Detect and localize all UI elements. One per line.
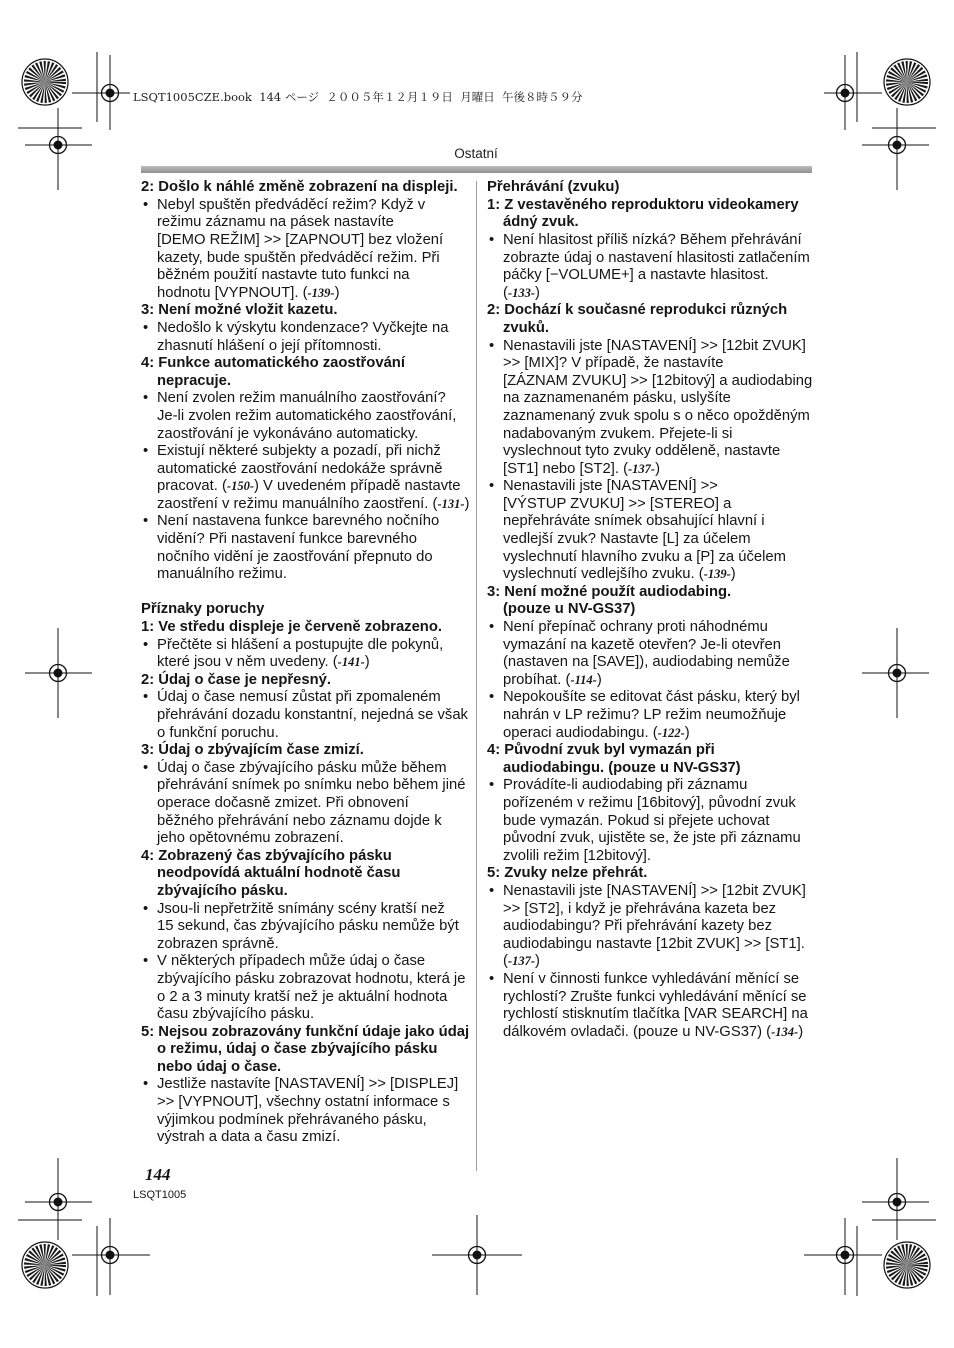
group-title: Příznaky poruchy [141,601,265,618]
item-bullet: • Není nastavena funkce barevného nočního vidění? Při nastavení funkce barevného nočního vidění je zaostřování přepnuto do manuálního režimu. [141,513,473,583]
item-group [141,601,473,1146]
crosshair-mark [25,628,92,718]
item-heading: 4: Původní zvuk byl vymazán při audiodabingu. (pouze u NV-GS37) [487,742,741,776]
crosshair-mark [862,628,929,718]
item-bullet: • Nebyl spuštěn předváděcí režim? Když v režimu záznamu na pásek nastavíte [DEMO REŽIM] >> [ZAPNOUT] bez vložení kazety, bude spuštěn předváděcí režim. Při běžném použití nastavte tuto funkci na hodnotu [VYPNOUT]. (-139-) [141,197,473,303]
item-group [141,179,473,584]
troubleshoot-item [141,1024,473,1147]
page-ref: -114- [570,672,597,687]
starburst-target-top-left [22,59,68,105]
page-ref: -139- [703,567,731,582]
item-bullet: • Nenastavili jste [NASTAVENÍ] >> [12bit ZVUK] >> [MIX]? V případě, že nastavíte [ZÁZNAM ZVUKU] >> [12bitový] a audiodabing na zaznamenaném pásku, uslyšíte zaznamenaný zvuk spolu s o něco opožděným nadabovaným zvukem. Přejete-li si vyslechnout tyto zvuky odděleně, nastavte [ST1] nebo [ST2]. (-137-) [487,338,829,479]
section-label: Ostatní [454,146,498,161]
troubleshoot-item [141,179,473,302]
item-bullet: • Údaj o čase zbývajícího pásku může během přehrávání snímek po snímku nebo během jiné operace dočasně zmizet. Při obnovení běžného přehrávání nebo záznamu dojde k jeho opětovnému zobrazení. [141,760,473,848]
item-bullet: • Není přepínač ochrany proti náhodnému vymazání na kazetě otevřen? Je-li otevřen (nastaven na [SAVE]), audiodabing nemůže probíhat. (-114-) [487,619,829,689]
item-bullet: • Jsou-li nepřetržitě snímány scény kratší než 15 sekund, čas zbývajícího pásku nemůže být zobrazen správně. [141,901,473,954]
print-header: LSQT1005CZE.book 144 ページ ２００５年１２月１９日 月曜日 午後８時５９分 [133,90,583,104]
item-bullet: • V některých případech může údaj o čase zbývajícího pásku zobrazovat hodnotu, která je o 2 a 3 minuty kratší než je aktuální hodnota času zbývajícího pásku. [141,953,473,1023]
item-group [487,179,829,1041]
item-heading: 4: Funkce automatického zaostřování nepracuje. [141,355,405,389]
item-heading: 1: Ve středu displeje je červeně zobrazeno. [141,619,442,636]
item-heading: 3: Není možné použít audiodabing. (pouze u NV-GS37) [487,583,732,618]
troubleshoot-item [487,197,829,303]
page-number: 144 [145,1165,171,1184]
item-bullet: • Nenastavili jste [NASTAVENÍ] >> [12bit ZVUK] >> [ST2], i když je přehrávána kazeta bez audiodabingu? Při přehrávání kazety bez audiodabingu nastavte [12bit ZVUK] >> [ST1]. (-137-) [487,883,829,971]
item-heading: 4: Zobrazený čas zbývajícího pásku neodpovídá aktuální hodnotě času zbývajícího pásku. [141,847,401,899]
item-heading: 3: Údaj o zbývajícím čase zmizí. [141,742,364,759]
left-column [141,179,473,1147]
item-bullet: • Jestliže nastavíte [NASTAVENÍ] >> [DISPLEJ] >> [VYPNOUT], všechny ostatní informace s výjimkou podmínek přehrávaného pásku, výstrah a data a času zmizí. [141,1076,473,1146]
crosshair-mark [72,55,130,130]
right-column [487,179,829,1041]
item-bullet: • Existují některé subjekty a pozadí, při nichž automatické zaostřování nedokáže správně pracovat. (-150-) V uvedeném případě nastavte zaostření v režimu manuálního zaostření. (-131-) [141,443,473,513]
item-bullet: • Není zvolen režim manuálního zaostřování? Je-li zvolen režim automatického zaostřování, zaostřování je vykonáváno automaticky. [141,390,473,443]
item-heading: 3: Není možné vložit kazetu. [141,302,338,319]
page-ref: -137- [628,461,656,476]
document-code: LSQT1005 [133,1189,187,1201]
item-heading: 1: Z vestavěného reproduktoru videokamery ádný zvuk. [487,196,799,231]
item-heading: 5: Zvuky nelze přehrát. [487,865,648,882]
item-bullet: • Nenastavili jste [NASTAVENÍ] >> [VÝSTUP ZVUKU] >> [STEREO] a nepřehráváte snímek obsahující hlavní i vedlejší zvuk? Nastavte [L] za účelem vyslechnutí hlavního zvuku a [P] za účelem vyslechnutí vedlejšího zvuku. (-139-) [487,478,829,584]
starburst-target-bottom-left [22,1242,68,1288]
troubleshoot-item [141,619,473,672]
troubleshoot-item [487,742,829,865]
crosshair-mark [25,1158,92,1240]
crosshair-mark [804,1218,882,1295]
item-heading: 2: Údaj o čase je nepřesný. [141,671,331,688]
header-band [141,166,812,173]
page-ref: -133- [507,285,536,300]
item-bullet: • Nedošlo k výskytu kondenzace? Vyčkejte na zhasnutí hlášení o její přítomnosti. [141,320,473,355]
crosshair-mark [72,1218,150,1295]
page-ref: -141- [337,655,365,670]
item-bullet: • Provádíte-li audiodabing při záznamu pořízeném v režimu [16bitový], původní zvuk bude vymazán. Pokud si přejete uchovat původní zvuk, ujistěte se, že jste při záznamu zvolili režim [12bitový]. [487,777,829,865]
troubleshoot-item [487,302,829,584]
item-bullet: • Přečtěte si hlášení a postupujte dle pokynů, které jsou v něm uvedeny. (-141-) [141,637,473,672]
troubleshoot-item [141,672,473,742]
group-title: Přehrávání (zvuku) [487,179,620,196]
item-heading: 2: Dochází k současné reprodukci různých zvuků. [487,302,788,336]
column-divider [476,181,477,1171]
page-ref: -139- [307,285,335,300]
crosshair-mark [432,1215,522,1295]
item-bullet: • Nepokoušíte se editovat část pásku, který byl nahrán v LP režimu? LP režim neumožňuje operaci audiodabingu. (-122-) [487,689,829,742]
page-ref: -131- [437,496,465,511]
crosshair-mark [824,55,882,130]
troubleshoot-item [141,848,473,1024]
starburst-target-top-right [884,59,930,105]
troubleshoot-item [487,865,829,1041]
page-ref: -122- [657,725,685,740]
item-bullet: • Není hlasitost příliš nízká? Během přehrávání zobrazte údaj o nastavení hlasitosti zatlačením páčky [−VOLUME+] a nastavte hlasitost. (-133-) [487,232,829,302]
crosshair-mark [862,1158,929,1240]
troubleshoot-item [487,584,829,742]
item-bullet: • Není v činnosti funkce vyhledávání měnící se rychlostí? Zrušte funkci vyhledávání měnící se rychlostí stisknutím tlačítka [VAR SEARCH] na dálkovém ovladači. (pouze u NV-GS37) (-134-) [487,971,829,1041]
troubleshoot-item [141,742,473,848]
troubleshoot-item [141,302,473,355]
troubleshoot-item [141,355,473,584]
page-ref: -137- [507,954,536,969]
page-ref: -150- [226,479,254,494]
page-ref: -134- [771,1024,799,1039]
item-bullet: • Údaj o čase nemusí zůstat při zpomaleném přehrávání dozadu konstantní, nejedná se však o funkční poruchu. [141,689,473,742]
item-heading: 2: Došlo k náhlé změně zobrazení na displeji. [141,179,458,196]
item-heading: 5: Nejsou zobrazovány funkční údaje jako údaj o režimu, údaj o čase zbývajícího pásku nebo údaj o čase. [141,1023,470,1075]
starburst-target-bottom-right [884,1242,930,1288]
